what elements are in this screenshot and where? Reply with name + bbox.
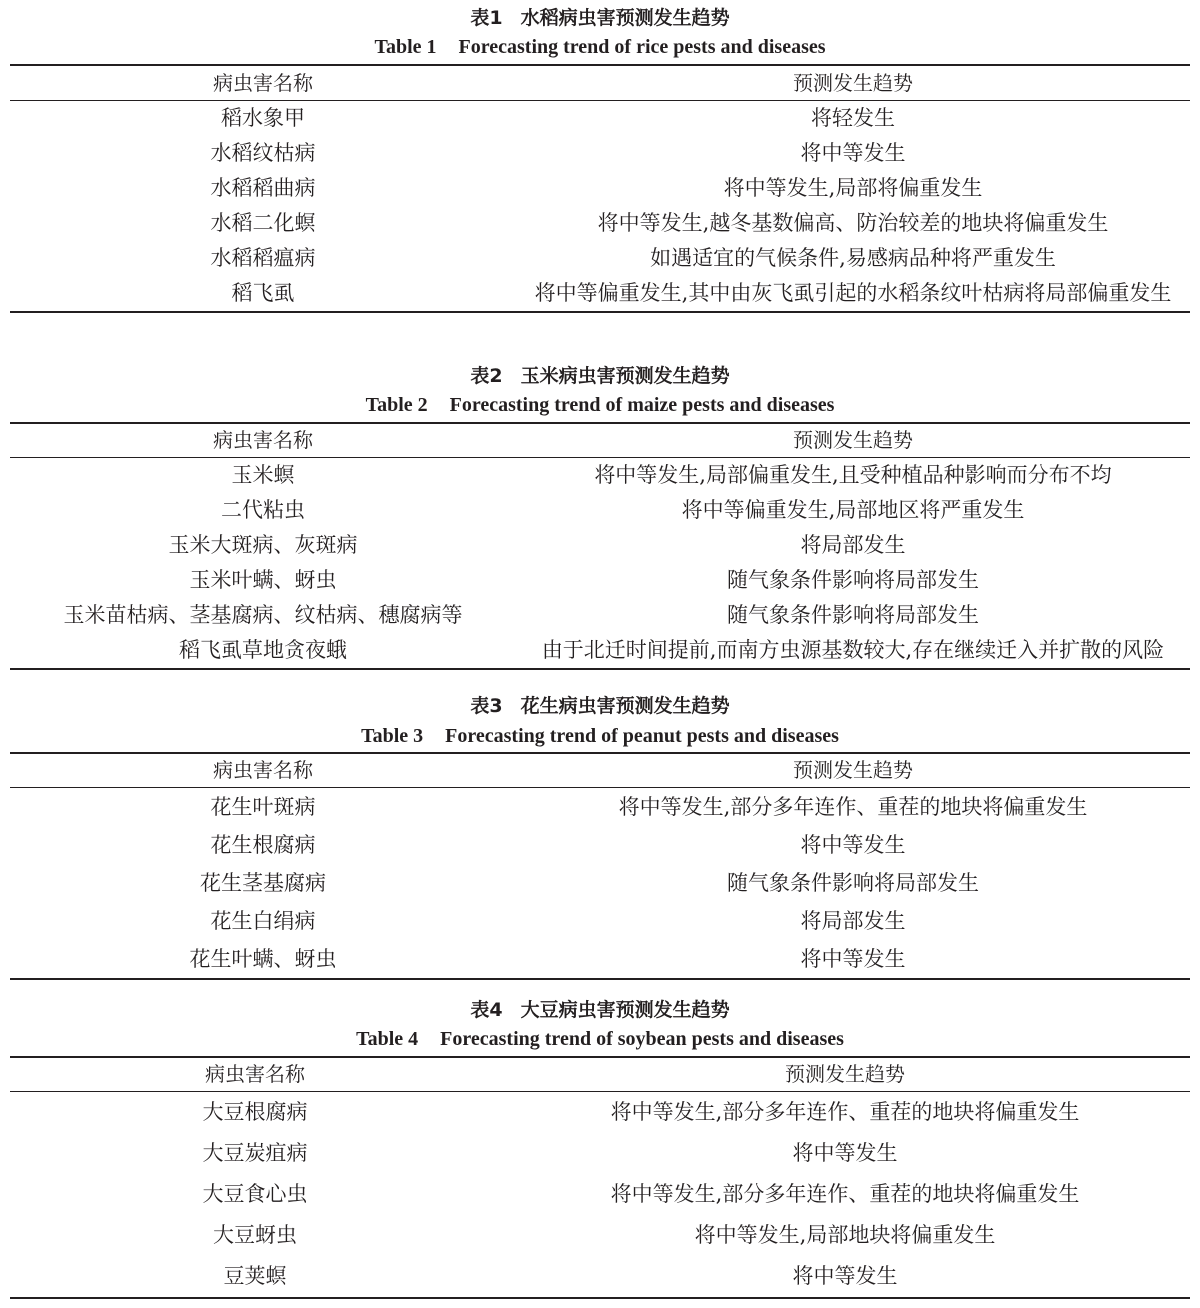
table-1-caption-en (0, 35, 1200, 59)
table-2-label-cn: 表2 (470, 365, 503, 387)
table-2-title-en: Forecasting trend of maize pests and diseases (449, 394, 835, 416)
table-4-caption-cn (0, 998, 1200, 1022)
forecast-trend-cell: 将局部发生 (800, 533, 906, 557)
forecast-trend-cell: 将中等偏重发生,其中由灰飞虱引起的水稻条纹叶枯病将局部偏重发生 (534, 281, 1172, 305)
pest-name-cell: 大豆食心虫 (202, 1182, 308, 1206)
table-4-label-en: Table 4 (356, 1028, 419, 1050)
table-2-caption-en (0, 393, 1200, 417)
table-3-label-en: Table 3 (361, 725, 424, 747)
column-header-forecast-trend: 预测发生趋势 (785, 1062, 905, 1086)
forecast-trend-cell: 随气象条件影响将局部发生 (727, 871, 979, 895)
table-row (10, 241, 1190, 276)
column-header-pest-name: 病虫害名称 (213, 71, 313, 95)
pest-name-cell: 花生根腐病 (210, 833, 316, 857)
table-1 (10, 64, 1190, 313)
forecast-trend-cell: 将中等发生 (792, 1141, 898, 1165)
table-row (10, 864, 1190, 902)
pest-name-cell: 玉米大斑病、灰斑病 (168, 533, 358, 557)
table-1-label-en: Table 1 (374, 36, 437, 58)
pest-name-cell: 玉米苗枯病、茎基腐病、纹枯病、穗腐病等 (63, 603, 463, 627)
table-2-caption-cn (0, 364, 1200, 388)
table-2-label-en: Table 2 (365, 394, 428, 416)
table-row (10, 633, 1190, 668)
forecast-trend-cell: 将中等发生 (800, 141, 906, 165)
pest-name-cell: 豆荚螟 (223, 1264, 287, 1288)
pest-name-cell: 花生茎基腐病 (200, 871, 326, 895)
forecast-trend-cell: 将轻发生 (811, 106, 895, 130)
table-row (10, 902, 1190, 940)
pest-name-cell: 水稻稻瘟病 (210, 246, 316, 270)
table-row (10, 1133, 1190, 1174)
forecast-trend-cell: 将中等发生 (800, 833, 906, 857)
table-3-title-en: Forecasting trend of peanut pests and diseases (445, 725, 839, 747)
table-row (10, 136, 1190, 171)
table-row (10, 826, 1190, 864)
table-4-label-cn: 表4 (470, 999, 503, 1021)
forecast-trend-cell: 将中等发生,部分多年连作、重茬的地块将偏重发生 (610, 1100, 1080, 1124)
table-4 (10, 1056, 1190, 1299)
column-header-pest-name: 病虫害名称 (213, 758, 313, 782)
table-header-row (10, 1058, 1190, 1092)
pest-name-cell: 水稻稻曲病 (210, 176, 316, 200)
table-row (10, 788, 1190, 826)
table-row (10, 171, 1190, 206)
forecast-trend-cell: 将中等发生,部分多年连作、重茬的地块将偏重发生 (618, 795, 1088, 819)
forecast-trend-cell: 将中等发生,部分多年连作、重茬的地块将偏重发生 (610, 1182, 1080, 1206)
column-header-forecast-trend: 预测发生趋势 (793, 758, 913, 782)
pest-name-cell: 大豆炭疽病 (202, 1141, 308, 1165)
pest-name-cell: 玉米叶螨、蚜虫 (189, 568, 337, 592)
pest-name-cell: 水稻二化螟 (210, 211, 316, 235)
pest-name-cell: 稻水象甲 (221, 106, 305, 130)
table-1-title-cn: 水稻病虫害预测发生趋势 (520, 7, 730, 29)
table-3-caption-cn (0, 694, 1200, 718)
pest-name-cell: 稻飞虱草地贪夜蛾 (179, 638, 347, 662)
forecast-trend-cell: 将中等偏重发生,局部地区将严重发生 (681, 498, 1025, 522)
table-2-title-cn: 玉米病虫害预测发生趋势 (520, 365, 730, 387)
table-row (10, 206, 1190, 241)
forecast-trend-cell: 随气象条件影响将局部发生 (727, 603, 979, 627)
pest-name-cell: 花生叶螨、蚜虫 (189, 947, 337, 971)
table-4-title-cn: 大豆病虫害预测发生趋势 (520, 999, 730, 1021)
pest-name-cell: 花生叶斑病 (210, 795, 316, 819)
table-row (10, 1256, 1190, 1297)
forecast-trend-cell: 如遇适宜的气候条件,易感病品种将严重发生 (650, 246, 1056, 270)
pest-name-cell: 水稻纹枯病 (210, 141, 316, 165)
table-1-title-en: Forecasting trend of rice pests and diseases (458, 36, 826, 58)
table-row (10, 1092, 1190, 1133)
forecast-trend-cell: 将局部发生 (800, 909, 906, 933)
forecast-trend-cell: 将中等发生 (792, 1264, 898, 1288)
table-1-caption-cn (0, 6, 1200, 30)
table-row (10, 563, 1190, 598)
table-row (10, 1174, 1190, 1215)
pest-name-cell: 花生白绢病 (210, 909, 316, 933)
table-3-caption-en (0, 724, 1200, 748)
table-3 (10, 752, 1190, 980)
column-header-pest-name: 病虫害名称 (213, 428, 313, 452)
table-row (10, 528, 1190, 563)
table-4-caption-en (0, 1027, 1200, 1051)
table-3-title-cn: 花生病虫害预测发生趋势 (520, 695, 730, 717)
forecast-trend-cell: 将中等发生,越冬基数偏高、防治较差的地块将偏重发生 (597, 211, 1109, 235)
table-row (10, 493, 1190, 528)
table-header-row (10, 754, 1190, 788)
table-header-row (10, 66, 1190, 101)
forecast-trend-cell: 将中等发生 (800, 947, 906, 971)
forecast-trend-cell: 由于北迁时间提前,而南方虫源基数较大,存在继续迁入并扩散的风险 (541, 638, 1165, 662)
pest-name-cell: 大豆根腐病 (202, 1100, 308, 1124)
pest-name-cell: 二代粘虫 (221, 498, 305, 522)
column-header-forecast-trend: 预测发生趋势 (793, 71, 913, 95)
pest-name-cell: 玉米螟 (231, 463, 295, 487)
forecast-trend-cell: 将中等发生,局部将偏重发生 (723, 176, 983, 200)
forecast-trend-cell: 将中等发生,局部地块将偏重发生 (694, 1223, 996, 1247)
table-row (10, 598, 1190, 633)
pest-name-cell: 稻飞虱 (231, 281, 295, 305)
table-row (10, 276, 1190, 311)
forecast-trend-cell: 随气象条件影响将局部发生 (727, 568, 979, 592)
column-header-forecast-trend: 预测发生趋势 (793, 428, 913, 452)
table-2 (10, 422, 1190, 670)
table-3-label-cn: 表3 (470, 695, 503, 717)
forecast-trend-cell: 将中等发生,局部偏重发生,且受种植品种影响而分布不均 (594, 463, 1112, 487)
table-4-title-en: Forecasting trend of soybean pests and diseases (440, 1028, 844, 1050)
pest-name-cell: 大豆蚜虫 (213, 1223, 297, 1247)
table-1-label-cn: 表1 (470, 7, 503, 29)
table-row (10, 458, 1190, 493)
table-row (10, 940, 1190, 978)
column-header-pest-name: 病虫害名称 (205, 1062, 305, 1086)
table-row (10, 1215, 1190, 1256)
table-header-row (10, 424, 1190, 458)
table-row (10, 101, 1190, 136)
